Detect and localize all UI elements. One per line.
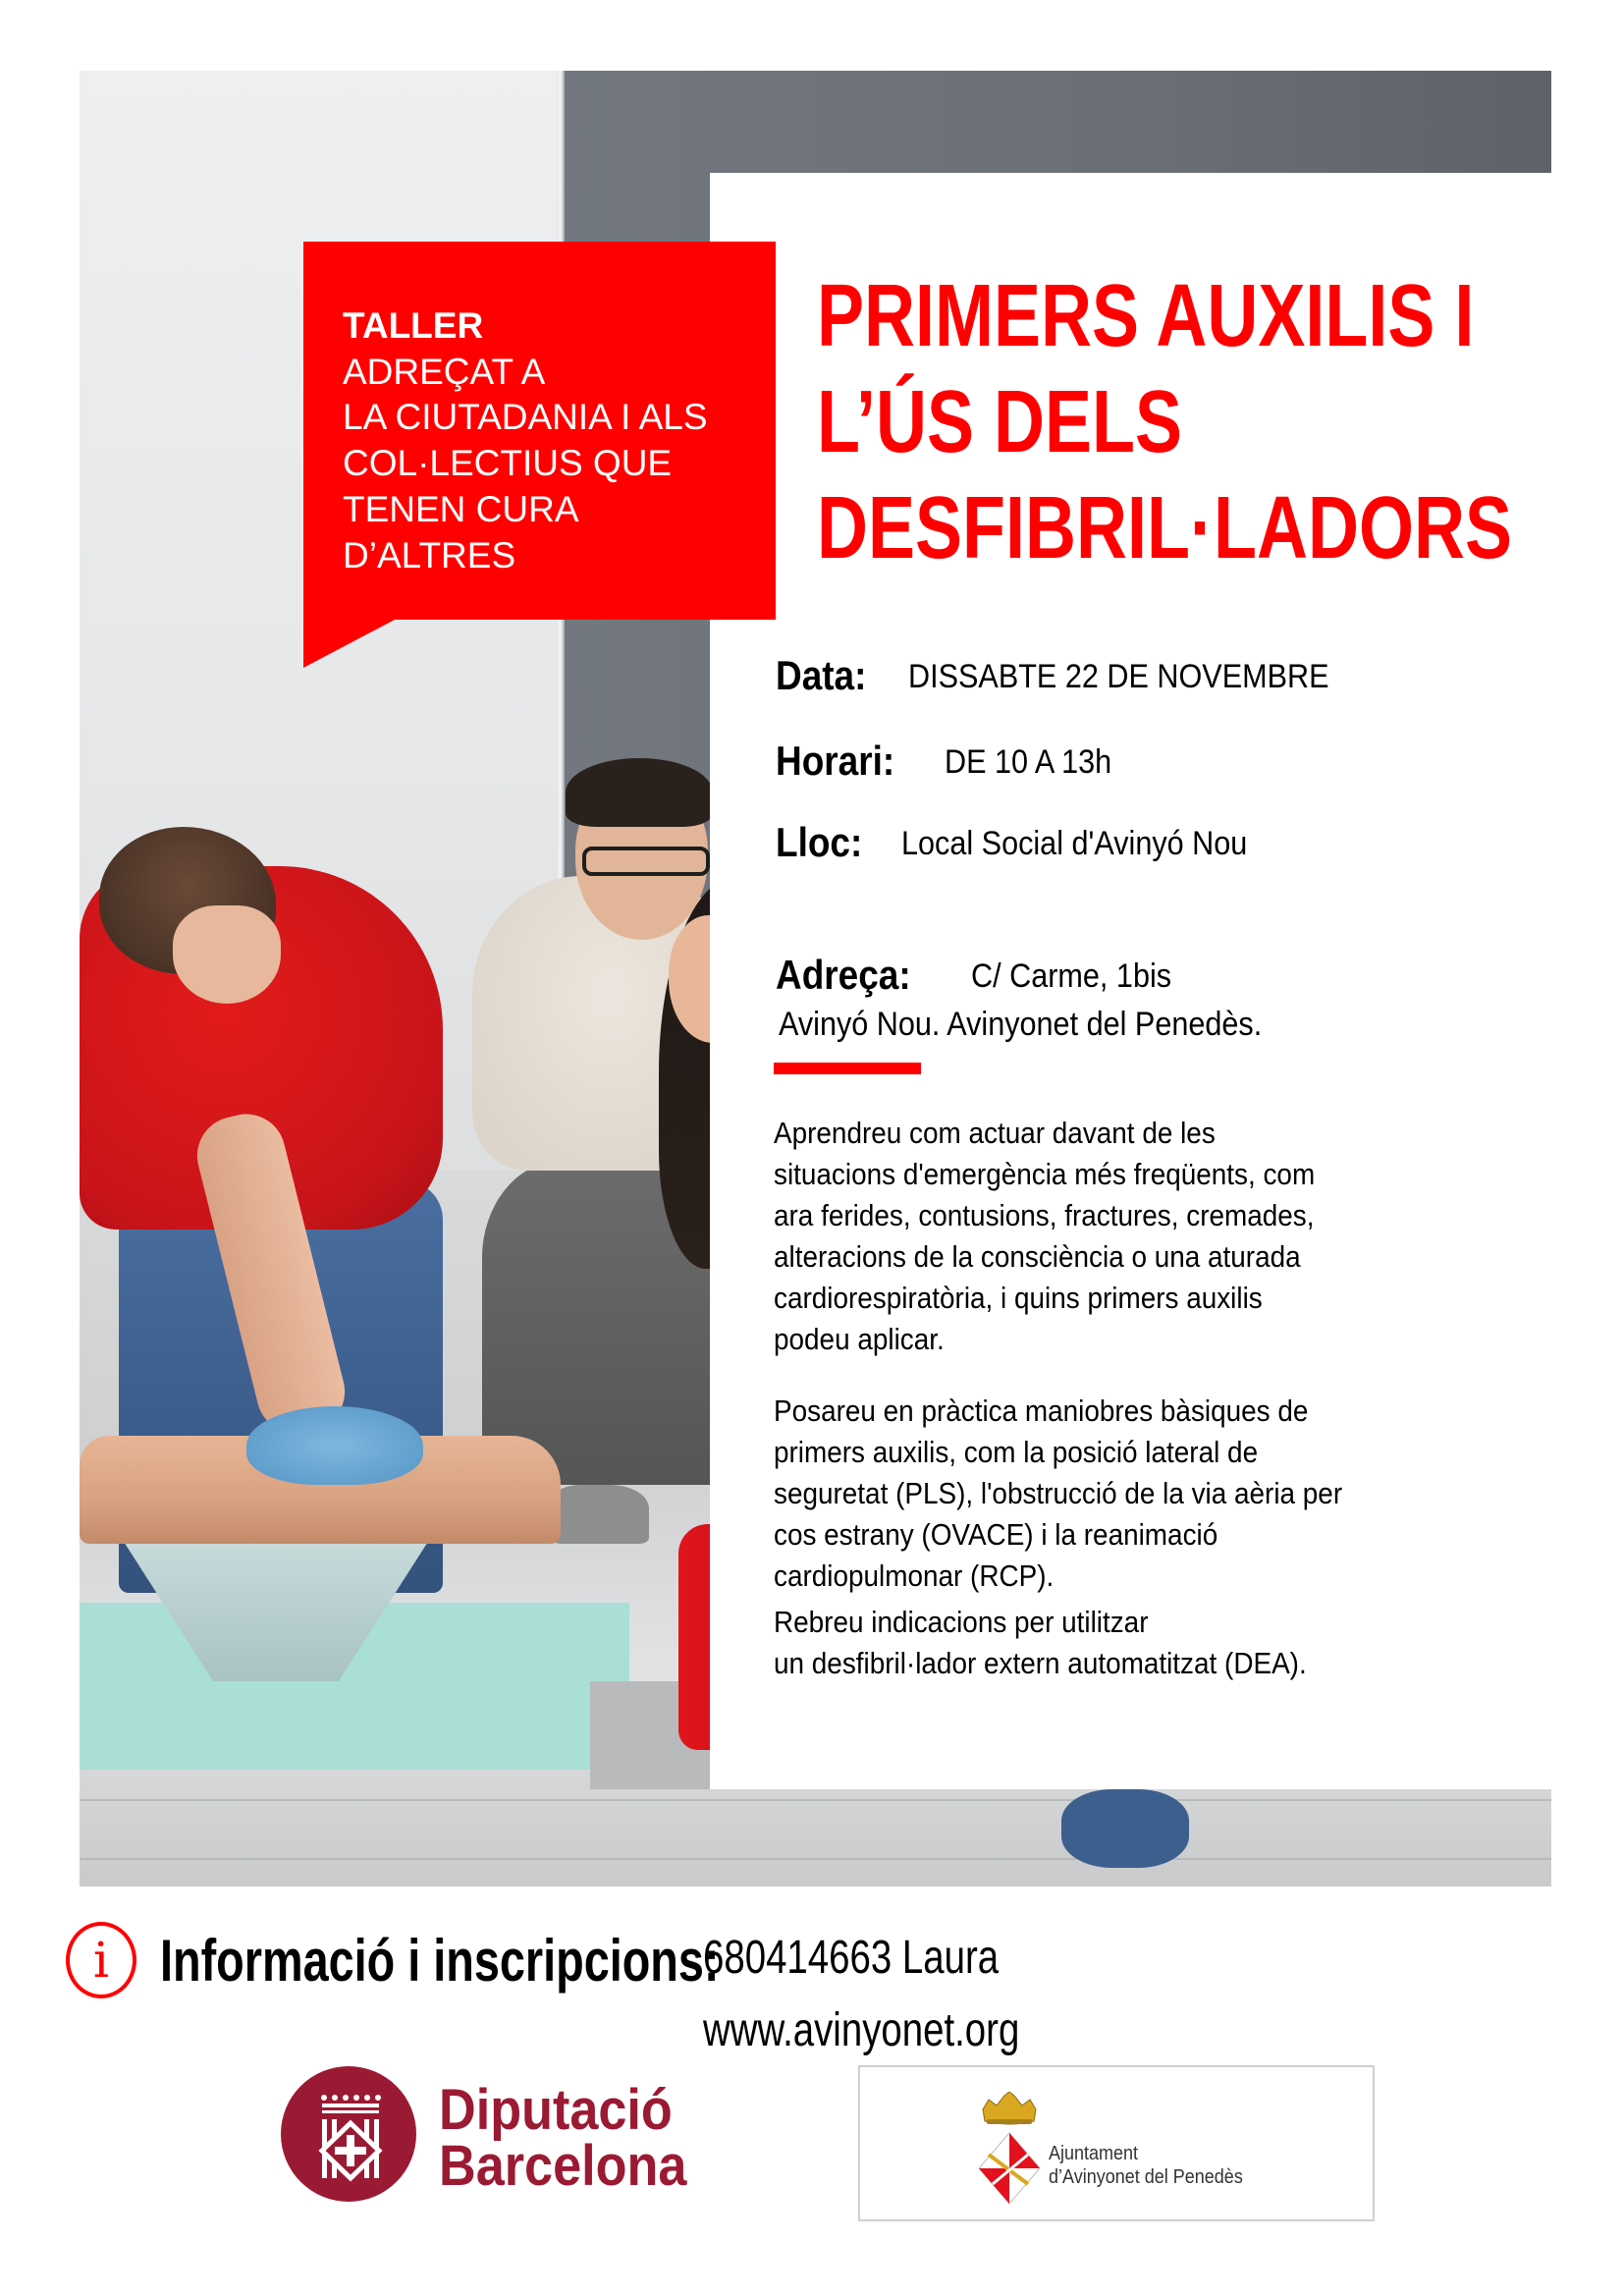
detail-value: Local Social d'Avinyó Nou xyxy=(901,825,1248,862)
logo-line: Barcelona xyxy=(439,2134,687,2198)
text-line: cardiopulmonar (RCP). xyxy=(774,1558,1055,1593)
text-line: seguretat (PLS), l'obstrucció de la via aèria per xyxy=(774,1476,1343,1510)
contact-phone[interactable]: 680414663 Laura xyxy=(703,1932,1000,1984)
detail-value: DE 10 A 13h xyxy=(945,743,1112,781)
detail-label: Horari: xyxy=(776,738,895,784)
text-line: ara ferides, contusions, fractures, cremades, xyxy=(774,1198,1315,1232)
badge-line: ADREÇAT A xyxy=(343,351,546,392)
badge-kind: TALLER xyxy=(343,305,484,346)
text-line: cardiorespiratòria, i quins primers auxilis xyxy=(774,1281,1263,1315)
text-line: primers auxilis, com la posició lateral de xyxy=(774,1435,1259,1469)
contact-label: Informació i inscripcions: xyxy=(160,1928,720,1994)
info-icon: i xyxy=(66,1922,136,1998)
text-line: situacions d'emergència més freqüents, com xyxy=(774,1157,1316,1191)
page-title xyxy=(817,263,1512,581)
detail-value: DISSABTE 22 DE NOVEMBRE xyxy=(908,658,1329,695)
title-line: DESFIBRIL·LADORS xyxy=(817,479,1512,577)
diputacio-barcelona-logo-text xyxy=(439,2078,687,2198)
floor-tile-line xyxy=(80,1799,1551,1801)
badge-line: LA CIUTADANIA I ALS xyxy=(343,397,708,438)
logo-line: d’Avinyonet del Penedès xyxy=(1049,2166,1243,2188)
man-hair xyxy=(566,758,713,827)
address-line-2: Avinyó Nou. Avinyonet del Penedès. xyxy=(779,1006,1263,1043)
jeans-knee xyxy=(1061,1789,1189,1868)
text-line: Posareu en pràctica maniobres bàsiques de xyxy=(774,1394,1309,1428)
text-line: Rebreu indicacions per utilitzar xyxy=(774,1605,1149,1639)
detail-address xyxy=(776,952,1172,999)
title-line: L’ÚS DELS xyxy=(817,373,1183,471)
accent-divider xyxy=(774,1063,921,1074)
badge-line: COL·LECTIUS QUE xyxy=(343,443,673,484)
detail-time xyxy=(776,738,1112,785)
text-line: Aprendreu com actuar davant de les xyxy=(774,1116,1216,1150)
man-glasses xyxy=(582,847,710,876)
description-paragraph xyxy=(774,1113,1315,1360)
title-line: PRIMERS AUXILIS I xyxy=(817,267,1475,365)
ajuntament-logo-text xyxy=(1049,2142,1243,2189)
man-shoe xyxy=(551,1485,649,1544)
text-line: alteracions de la consciència o una aturada xyxy=(774,1239,1301,1274)
diputacio-barcelona-emblem-icon xyxy=(281,2066,416,2202)
detail-date xyxy=(776,652,1329,699)
logo-line: Diputació xyxy=(439,2078,673,2142)
text-line: cos estrany (OVACE) i la reanimació xyxy=(774,1517,1218,1552)
detail-label: Data: xyxy=(776,652,867,698)
detail-value: C/ Carme, 1bis xyxy=(971,957,1172,995)
badge-line: TENEN CURA xyxy=(343,488,579,529)
logo-line: Ajuntament xyxy=(1049,2143,1139,2164)
detail-label: Adreça: xyxy=(776,952,911,998)
badge-line: D’ALTRES xyxy=(343,534,516,575)
ajuntament-coat-of-arms-icon xyxy=(975,2092,1044,2210)
description-paragraph xyxy=(774,1391,1342,1597)
detail-label: Lloc: xyxy=(776,819,863,865)
text-line: un desfibril·lador extern automatitzat (DEA). xyxy=(774,1646,1307,1680)
text-line: podeu aplicar. xyxy=(774,1322,945,1356)
taller-badge-text xyxy=(343,303,708,578)
floor-tile-line xyxy=(80,1858,1551,1860)
woman-face xyxy=(173,905,281,1004)
detail-place xyxy=(776,819,1248,866)
description-paragraph xyxy=(774,1602,1307,1684)
contact-website-link[interactable]: www.avinyonet.org xyxy=(703,2004,1020,2056)
blue-glove xyxy=(246,1406,423,1485)
diputacio-emblem-svg xyxy=(281,2066,416,2202)
